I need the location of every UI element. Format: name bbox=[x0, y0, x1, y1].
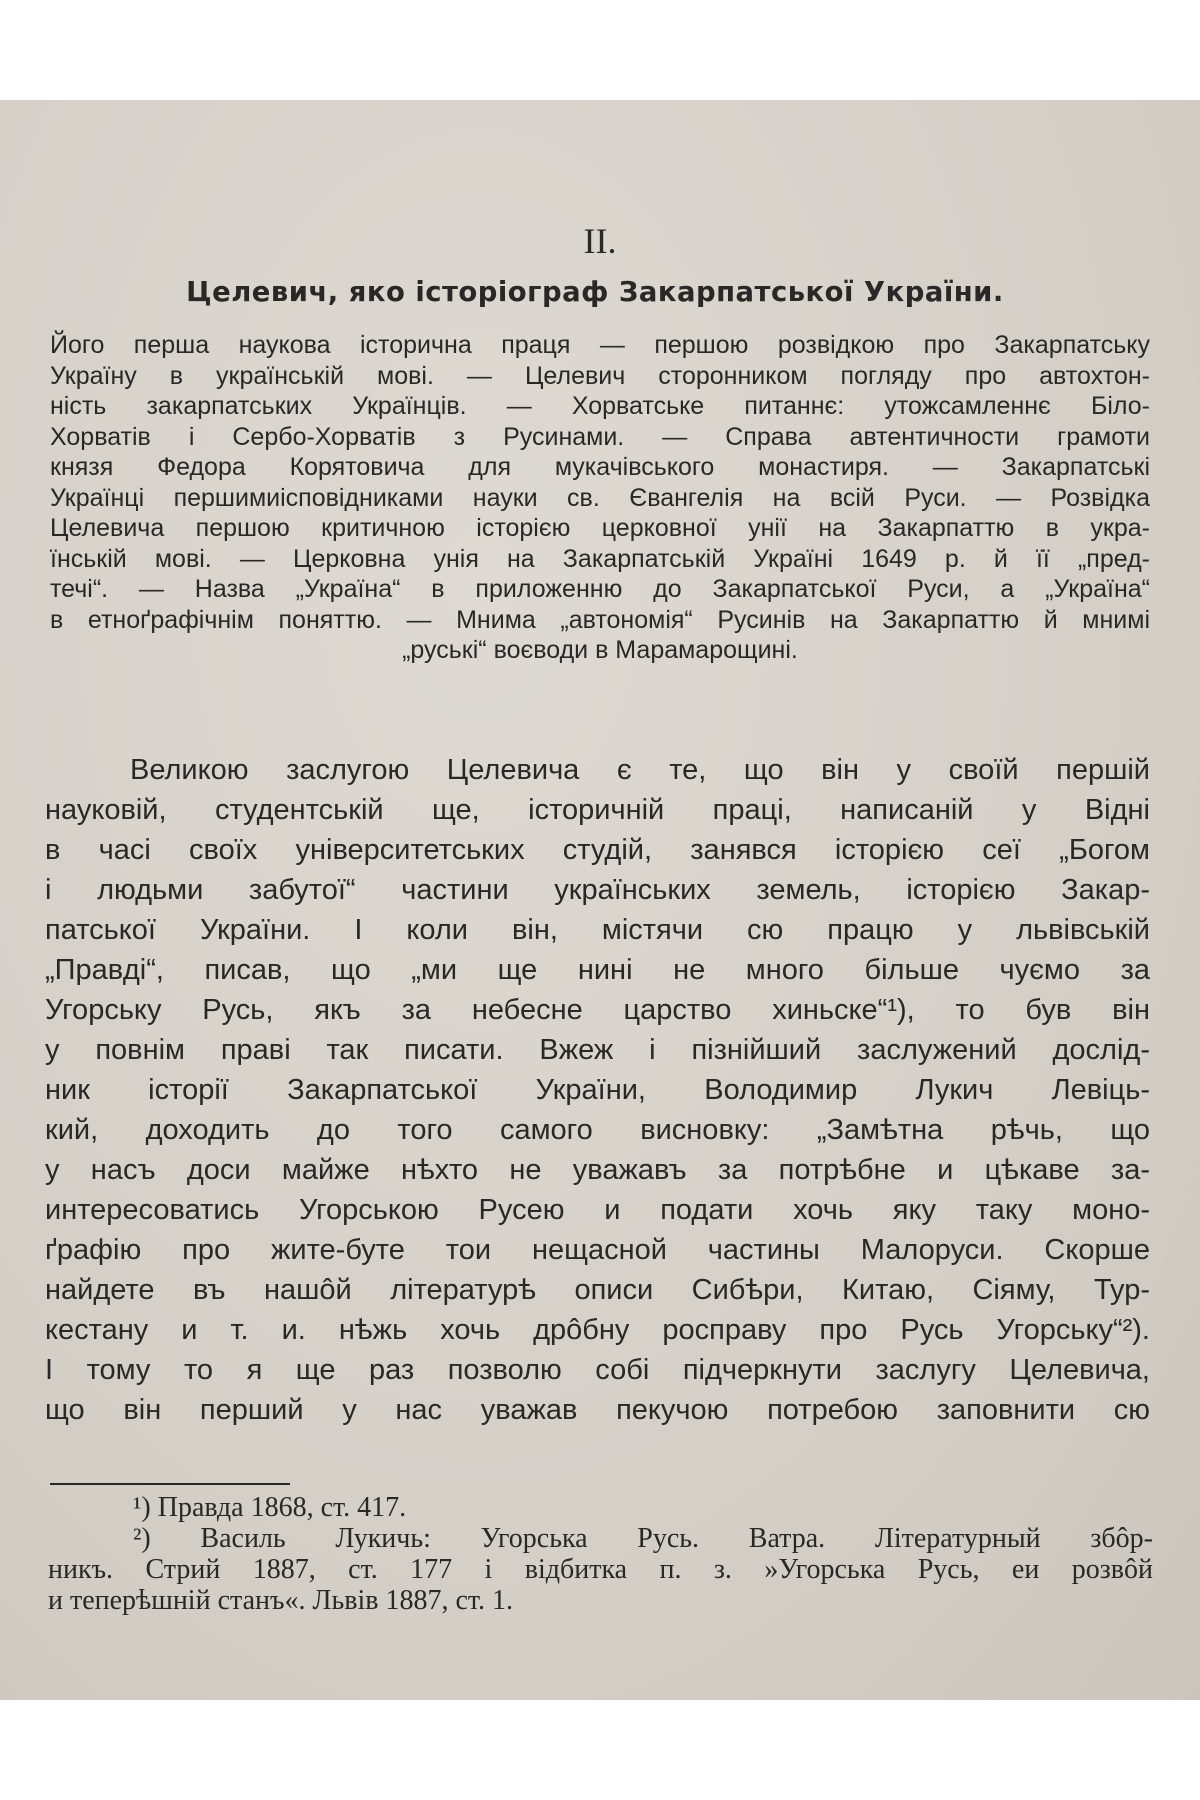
body-line: Великою заслугою Целевича є те, що він у своїй першій bbox=[130, 754, 1150, 786]
body-line: патської України. І коли він, містячи сю працю у львівській bbox=[45, 914, 1150, 946]
summary-line: „руські“ воєводи в Марамарощині. bbox=[402, 636, 798, 664]
body-line: интересоватись Угорською Русею и подати хочь яку таку моно- bbox=[45, 1194, 1150, 1226]
body-line: найдете въ нашôй літературѣ описи Сибѣри, Китаю, Сіяму, Тур- bbox=[45, 1274, 1150, 1306]
body-line: „Правді“, писав, що „ми ще нині не много більше чуємо за bbox=[45, 954, 1150, 986]
body-line: ґрафію про жите-буте тои нещасной частины Малоруси. Скорше bbox=[45, 1234, 1150, 1266]
footnote-divider bbox=[50, 1483, 290, 1485]
body-line: що він перший у нас уважав пекучою потребою заповнити сю bbox=[45, 1394, 1150, 1426]
body-line: ник історії Закарпатської України, Володимир Лукич Левіць- bbox=[45, 1074, 1150, 1106]
chapter-summary bbox=[50, 330, 1150, 666]
summary-line: їнській мові. — Церковна унія на Закарпатській Україні 1649 р. й її „пред- bbox=[50, 544, 1150, 573]
body-line: в часі своїх університетських студій, занявся історією сеї „Богом bbox=[45, 834, 1150, 866]
footnote-1: ¹) Правда 1868, ст. 417. bbox=[133, 1492, 407, 1523]
body-line: Угорську Русь, якъ за небесне царство хиньске“¹), то був він bbox=[45, 994, 1150, 1026]
body-line: кий, доходить до того самого висновку: „Замѣтна рѣчь, що bbox=[45, 1114, 1150, 1146]
body-line: і людьми забутої“ частини українських земель, історією Закар- bbox=[45, 874, 1150, 906]
footnote-2-line: никъ. Стрий 1887, ст. 177 і відбитка п. з. »Угорська Русь, еи розвôй bbox=[48, 1554, 1153, 1585]
footnotes bbox=[48, 1492, 1153, 1616]
footnote-2-line: ²) Василь Лукичь: Угорська Русь. Ватра. Літературный збôр- bbox=[133, 1523, 1153, 1554]
summary-line: Україну в українській мові. — Целевич сторонником погляду про автохтон- bbox=[50, 361, 1150, 390]
summary-line: Українці першимиісповідниками науки св. Євангелія на всій Руси. — Розвідка bbox=[50, 483, 1150, 512]
summary-line: Хорватів і Сербо-Хорватів з Русинами. — Справа автентичности грамоти bbox=[50, 422, 1150, 451]
chapter-number: II. bbox=[583, 221, 617, 261]
summary-line: в етноґрафічнім поняттю. — Мнима „автономія“ Русинів на Закарпаттю й мнимі bbox=[50, 605, 1150, 634]
body-line: у насъ доси майже нѣхто не уважавъ за потрѣбне и цѣкаве за- bbox=[45, 1154, 1150, 1186]
body-line: кестану и т. и. нѣжь хочь дрôбну росправу про Русь Угорську“²). bbox=[45, 1314, 1150, 1346]
summary-line: князя Федора Корятовича для мукачівського монастиря. — Закарпатські bbox=[50, 453, 1150, 481]
summary-line: течі“. — Назва „Україна“ в приложенню до Закарпатської Руси, а „Україна“ bbox=[50, 575, 1150, 603]
body-line: науковій, студентській ще, історичній праці, написаній у Відні bbox=[45, 794, 1150, 826]
summary-line: ність закарпатських Українців. — Хорватське питаннє: утожсамленнє Біло- bbox=[50, 392, 1150, 420]
summary-line: Целевича першою критичною історією церковної унії на Закарпаттю в укра- bbox=[50, 514, 1150, 542]
chapter-heading: Целевич, яко історіограф Закарпатської України. bbox=[186, 275, 1004, 308]
body-paragraph bbox=[45, 750, 1150, 1430]
footnote-2-line: и теперѣшній станъ«. Львів 1887, ст. 1. bbox=[48, 1585, 514, 1616]
body-line: І тому то я ще раз позволю собі підчеркнути заслугу Целевича, bbox=[45, 1354, 1150, 1386]
body-line: у повнім праві так писати. Вжеж і пізнійший заслужений дослід- bbox=[45, 1034, 1150, 1066]
book-page bbox=[0, 100, 1200, 1700]
summary-line: Його перша наукова історична праця — першою розвідкою про Закарпатську bbox=[50, 331, 1150, 359]
